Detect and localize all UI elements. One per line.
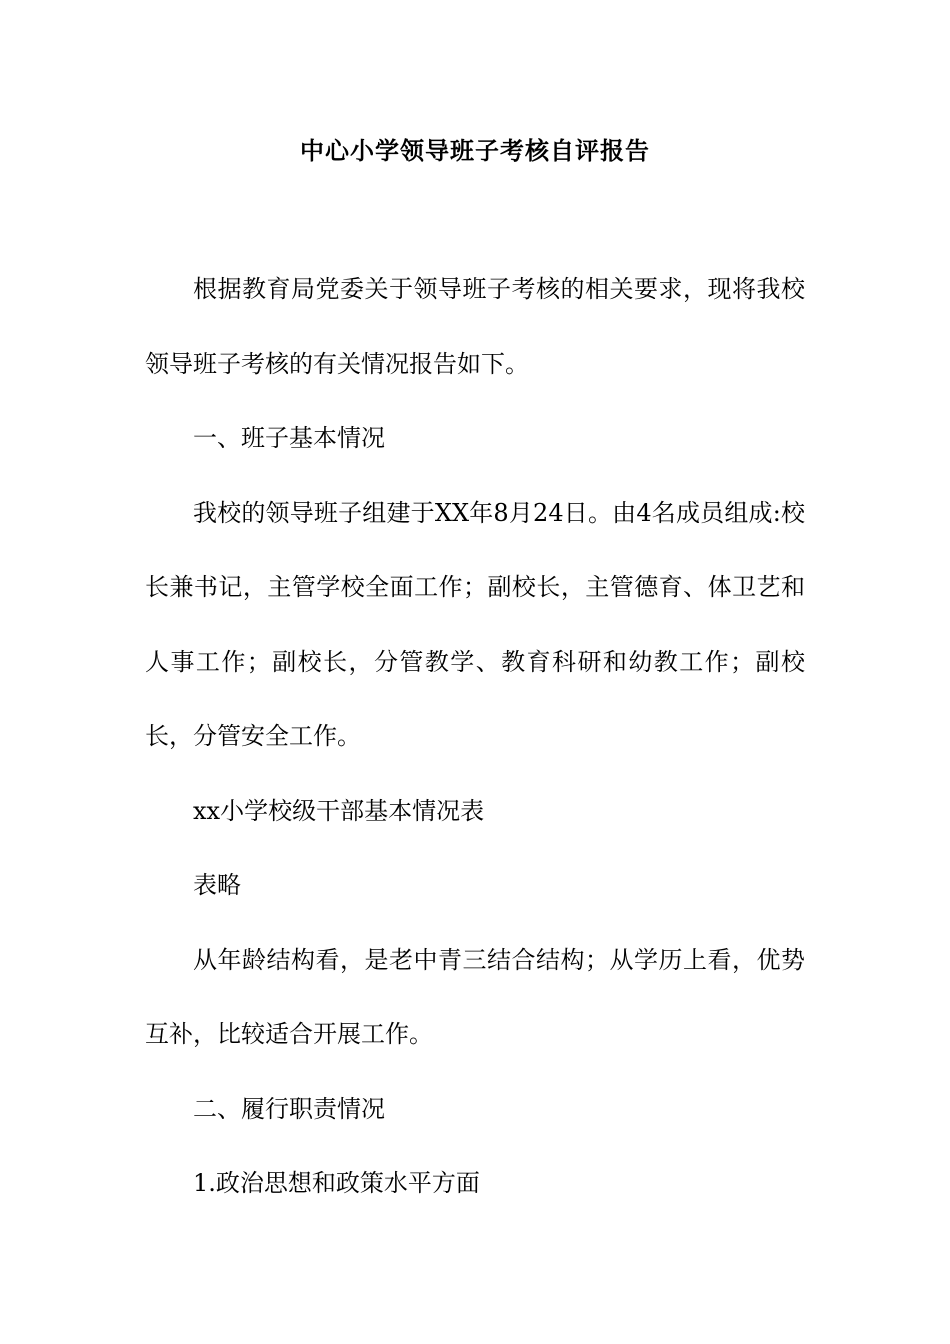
paragraph-intro: 根据教育局党委关于领导班子考核的相关要求，现将我校领导班子考核的有关情况报告如下。: [145, 275, 805, 378]
section-heading-1: 一、班子基本情况: [193, 424, 385, 452]
paragraph-structure: 从年龄结构看，是老中青三结合结构；从学历上看，优势互补，比较适合开展工作。: [145, 945, 805, 1048]
document-body: [145, 252, 805, 1221]
section-heading-2: 二、履行职责情况: [193, 1094, 385, 1123]
table-caption: xx小学校级干部基本情况表: [193, 796, 485, 825]
table-placeholder: 表略: [193, 871, 241, 899]
paragraph-team-composition: 我校的领导班子组建于XX年8月24日。由4名成员组成:校长兼书记，主管学校全面工作；副校长，主管德育、体卫艺和人事工作；副校长，分管教学、教育科研和幼教工作；副校长，分管安全工作。: [145, 498, 805, 750]
subsection-heading-1: 1.政治思想和政策水平方面: [193, 1169, 480, 1197]
document-title: 中心小学领导班子考核自评报告: [300, 136, 650, 165]
